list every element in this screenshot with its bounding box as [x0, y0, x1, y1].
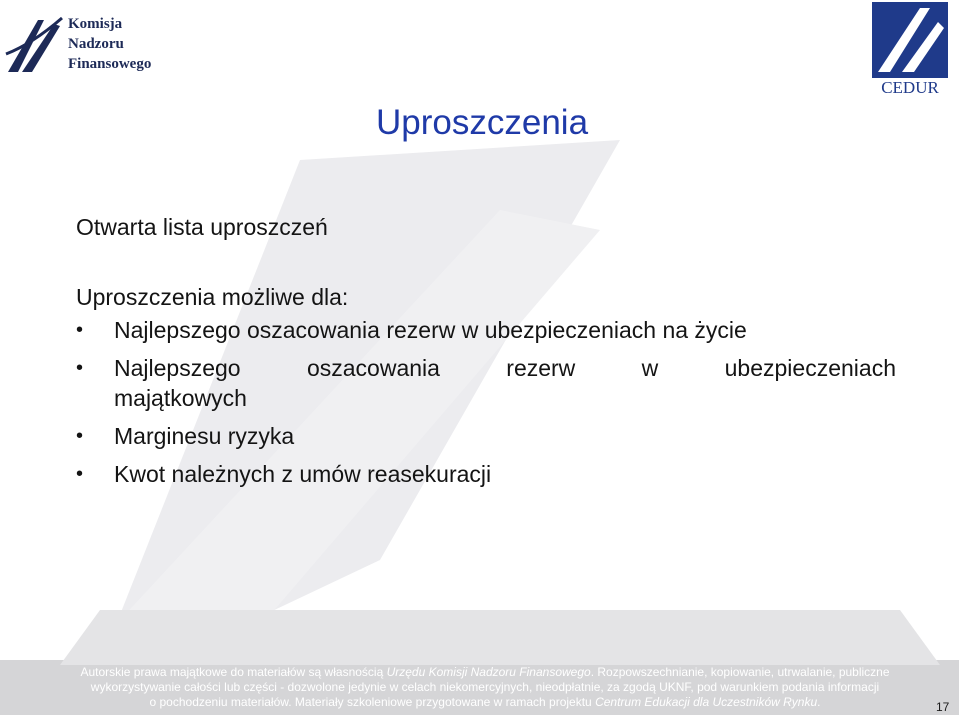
bullet-item [76, 459, 896, 489]
knf-line-1: Komisja [68, 16, 123, 32]
knf-line-3: Finansowego [68, 56, 152, 72]
cedur-emblem-icon [872, 2, 948, 78]
footer-text: . [817, 695, 821, 709]
slide-content [76, 212, 896, 497]
bullet-text-justified [114, 353, 896, 383]
bullet-text: Kwot należnych z umów reasekuracji [114, 461, 492, 487]
footer-text: o pochodzeniu materiałów. Materiały szkoleniowe przygotowane w ramach projektu [149, 695, 596, 709]
bullet-item [76, 353, 896, 413]
bullet-item [76, 421, 896, 451]
knf-logo [4, 10, 164, 80]
footer-line-1 [40, 665, 930, 680]
footer-italic-text: Centrum Edukacji dla Uczestników Rynku [595, 695, 818, 709]
bullet-word: • Najlepszego [114, 355, 241, 381]
bullet-text: Marginesu ryzyka [114, 423, 295, 449]
page-number: 17 [936, 700, 950, 714]
bullet-word: rezerw [506, 355, 576, 381]
knf-wordmark [68, 14, 151, 74]
bullet-text: Najlepszego oszacowania rezerw w ubezpieczeniach na życie [114, 317, 747, 343]
footer-line-3 [40, 695, 930, 710]
footer-text: Autorskie prawa majątkowe do materiałów są własnością [80, 665, 387, 679]
intro-text: Otwarta lista uproszczeń [76, 214, 328, 240]
bullet-word: w [641, 355, 659, 381]
slide-title: Uproszczenia [376, 103, 589, 142]
bullet-list [76, 315, 896, 489]
copyright-footer [40, 665, 930, 710]
footer-line-2: wykorzystywanie całości lub części - dozwolone jedynie w celach niekomercyjnych, nieodpłatnie, za zgodą UKNF, pod warunkiem podania informacji [90, 680, 880, 694]
bullet-word: oszacowania [306, 355, 440, 381]
bullet-text-continuation: majątkowych [114, 385, 247, 411]
knf-line-2: Nadzoru [68, 36, 124, 52]
cedur-logo [868, 2, 952, 98]
footer-italic-text: Urzędu Komisji Nadzoru Finansowego [386, 665, 591, 679]
footer-text: . Rozpowszechnianie, kopiowanie, utrwalanie, publiczne [590, 665, 890, 679]
list-heading: Uproszczenia możliwe dla: [76, 284, 349, 310]
knf-emblem-icon [4, 14, 64, 76]
bullet-item [76, 315, 896, 345]
bullet-word: ubezpieczeniach [724, 355, 896, 381]
cedur-wordmark: CEDUR [881, 78, 939, 97]
